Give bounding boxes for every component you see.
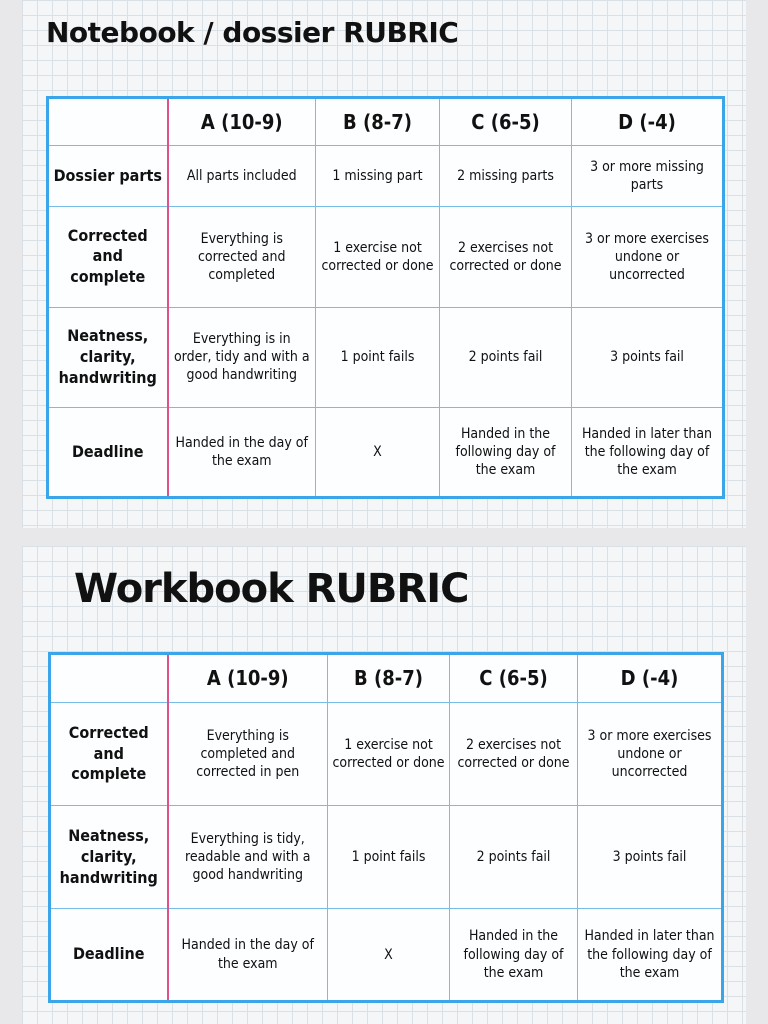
criterion-label: Dossier parts: [48, 145, 168, 207]
rubric-cell: X: [328, 909, 450, 1002]
grade-header-b: B (8-7): [328, 654, 450, 703]
criterion-label: Deadline: [50, 909, 168, 1002]
criterion-label: Corrected and complete: [50, 702, 168, 805]
rubric-cell: Everything is in order, tidy and with a good handwriting: [168, 307, 316, 407]
grade-header-d: D (-4): [572, 98, 724, 146]
rubric-cell: 3 or more missing parts: [572, 145, 724, 207]
rubric-cell: 1 point fails: [328, 806, 450, 909]
rubric-cell: Everything is completed and corrected in pen: [168, 702, 328, 805]
rubric-cell: All parts included: [168, 145, 316, 207]
rubric-cell: 2 points fail: [440, 307, 572, 407]
rubric-cell: 3 points fail: [572, 307, 724, 407]
rubric-cell: 2 exercises not corrected or done: [450, 702, 578, 805]
rubric-cell: Everything is corrected and completed: [168, 207, 316, 307]
header-row: [50, 654, 723, 703]
grade-header-c: C (6-5): [440, 98, 572, 146]
rubric-cell: Handed in later than the following day of the exam: [578, 909, 723, 1002]
rubric-cell: Handed in the day of the exam: [168, 407, 316, 497]
rubric-cell: 2 exercises not corrected or done: [440, 207, 572, 307]
rubric-cell: Everything is tidy, readable and with a good handwriting: [168, 806, 328, 909]
rubric-cell: Handed in later than the following day of the exam: [572, 407, 724, 497]
header-row: [48, 98, 724, 146]
grade-header-a: A (10-9): [168, 98, 316, 146]
criterion-label: Deadline: [48, 407, 168, 497]
rubric-cell: Handed in the day of the exam: [168, 909, 328, 1002]
grade-header-a: A (10-9): [168, 654, 328, 703]
corner-cell: [50, 654, 168, 703]
workbook-rubric-table: [48, 652, 724, 1003]
table-row: [50, 806, 723, 909]
workbook-rubric-page: [22, 546, 746, 1024]
rubric-cell: Handed in the following day of the exam: [440, 407, 572, 497]
notebook-rubric-page: [22, 0, 746, 528]
rubric-cell: 1 point fails: [316, 307, 440, 407]
corner-cell: [48, 98, 168, 146]
rubric-cell: 1 exercise not corrected or done: [328, 702, 450, 805]
workbook-rubric-title: Workbook RUBRIC: [74, 566, 469, 612]
table-row: [48, 207, 724, 307]
table-row: [48, 145, 724, 207]
rubric-cell: 3 or more exercises undone or uncorrected: [578, 702, 723, 805]
rubric-cell: 1 missing part: [316, 145, 440, 207]
rubric-cell: 2 missing parts: [440, 145, 572, 207]
rubric-cell: 1 exercise not corrected or done: [316, 207, 440, 307]
table-row: [48, 307, 724, 407]
rubric-cell: X: [316, 407, 440, 497]
table-row: [50, 702, 723, 805]
rubric-cell: Handed in the following day of the exam: [450, 909, 578, 1002]
table-row: [48, 407, 724, 497]
rubric-cell: 2 points fail: [450, 806, 578, 909]
table-row: [50, 909, 723, 1002]
grade-header-b: B (8-7): [316, 98, 440, 146]
criterion-label: Neatness, clarity, handwriting: [48, 307, 168, 407]
rubric-cell: 3 points fail: [578, 806, 723, 909]
notebook-rubric-title: Notebook / dossier RUBRIC: [46, 16, 459, 49]
grade-header-c: C (6-5): [450, 654, 578, 703]
notebook-rubric-table: [46, 96, 725, 499]
grade-header-d: D (-4): [578, 654, 723, 703]
rubric-cell: 3 or more exercises undone or uncorrected: [572, 207, 724, 307]
criterion-label: Neatness, clarity, handwriting: [50, 806, 168, 909]
criterion-label: Corrected and complete: [48, 207, 168, 307]
